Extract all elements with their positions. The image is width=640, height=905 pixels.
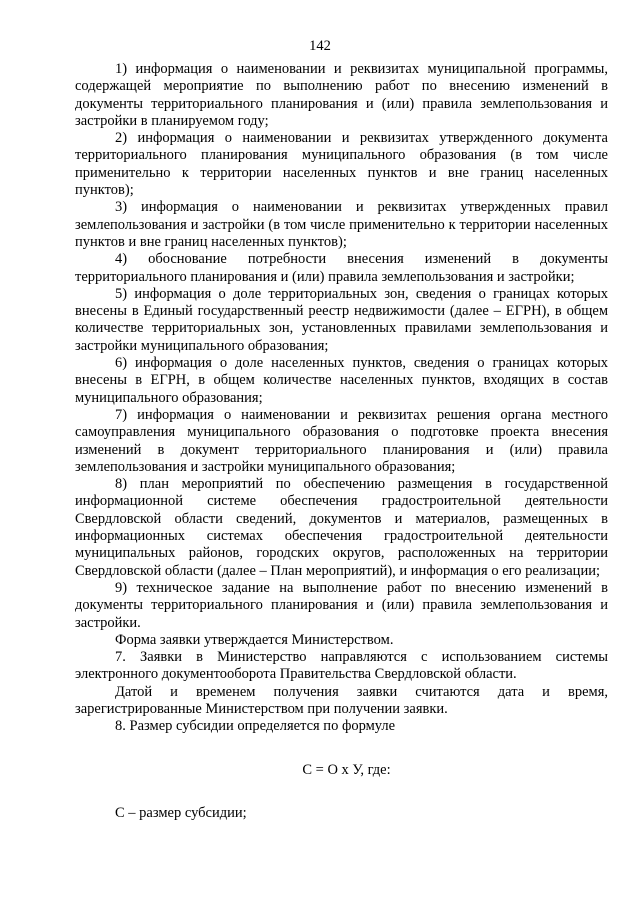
list-item-2: 2) информация о наименовании и реквизитах утвержденного документа территориального планирования муниципального образования (в том числе применительно к территории населенных пунктов и вне границ населенных пунктов); [75, 130, 608, 199]
list-item-1: 1) информация о наименовании и реквизитах муниципальной программы, содержащей мероприятие по выполнению работ по внесению изменений в документы территориального планирования и (или) правила землепользования и застройки в планируемом году; [75, 61, 608, 129]
list-item-9: 9) техническое задание на выполнение работ по внесению изменений в документы территориального планирования и (или) правила землепользования и застройки. [75, 579, 608, 631]
page-number: 142 [309, 38, 331, 54]
definition-c: С – размер субсидии; [115, 804, 247, 821]
list-item-6: 6) информация о доле населенных пунктов, сведения о границах которых внесены в ЕГРН, в общем количестве населенных пунктов, входящих в состав муниципального образования; [75, 355, 608, 406]
list-item-8: 8) план мероприятий по обеспечению размещения в государственной информационной системе обеспечения градостроительной деятельности Свердловской области сведений, документов и материалов, размещенных в информационных системах обеспечения градостроительной деятельности муниципальных районов, городских округов, расположенных на территории Свердловской области (далее – План мероприятий), и информация о его реализации; [75, 476, 608, 579]
subsidy-formula: С = О х У, где: [302, 761, 391, 778]
list-item-3: 3) информация о наименовании и реквизитах утвержденных правил землепользования и застройки (в том числе применительно к территории населенных пунктов и вне границ населенных пунктов); [75, 199, 608, 250]
list-item-4: 4) обоснование потребности внесения изменений в документы территориального планирования и (или) правила землепользования и застройки; [75, 251, 608, 285]
clause-7-paragraph: 7. Заявки в Министерство направляются с использованием системы электронного документооборота Правительства Свердловской области. [75, 649, 608, 683]
clause-8-paragraph: 8. Размер субсидии определяется по формуле [115, 718, 396, 735]
application-form-paragraph: Форма заявки утверждается Министерством. [115, 631, 394, 648]
document-body [75, 61, 608, 822]
list-item-5: 5) информация о доле территориальных зон, сведения о границах которых внесены в Единый государственный реестр недвижимости (далее – ЕГРН), в общем количестве территориальных зон, установленных правилами землепользования и застройки муниципального образования; [75, 285, 608, 354]
list-item-7: 7) информация о наименовании и реквизитах решения органа местного самоуправления муниципального образования о подготовке проекта внесения изменений в документ территориального планирования и (или) правила землепользования и застройки муниципального образования; [75, 406, 608, 475]
receipt-date-paragraph: Датой и временем получения заявки считаются дата и время, зарегистрированные Министерством при получении заявки. [75, 683, 608, 717]
